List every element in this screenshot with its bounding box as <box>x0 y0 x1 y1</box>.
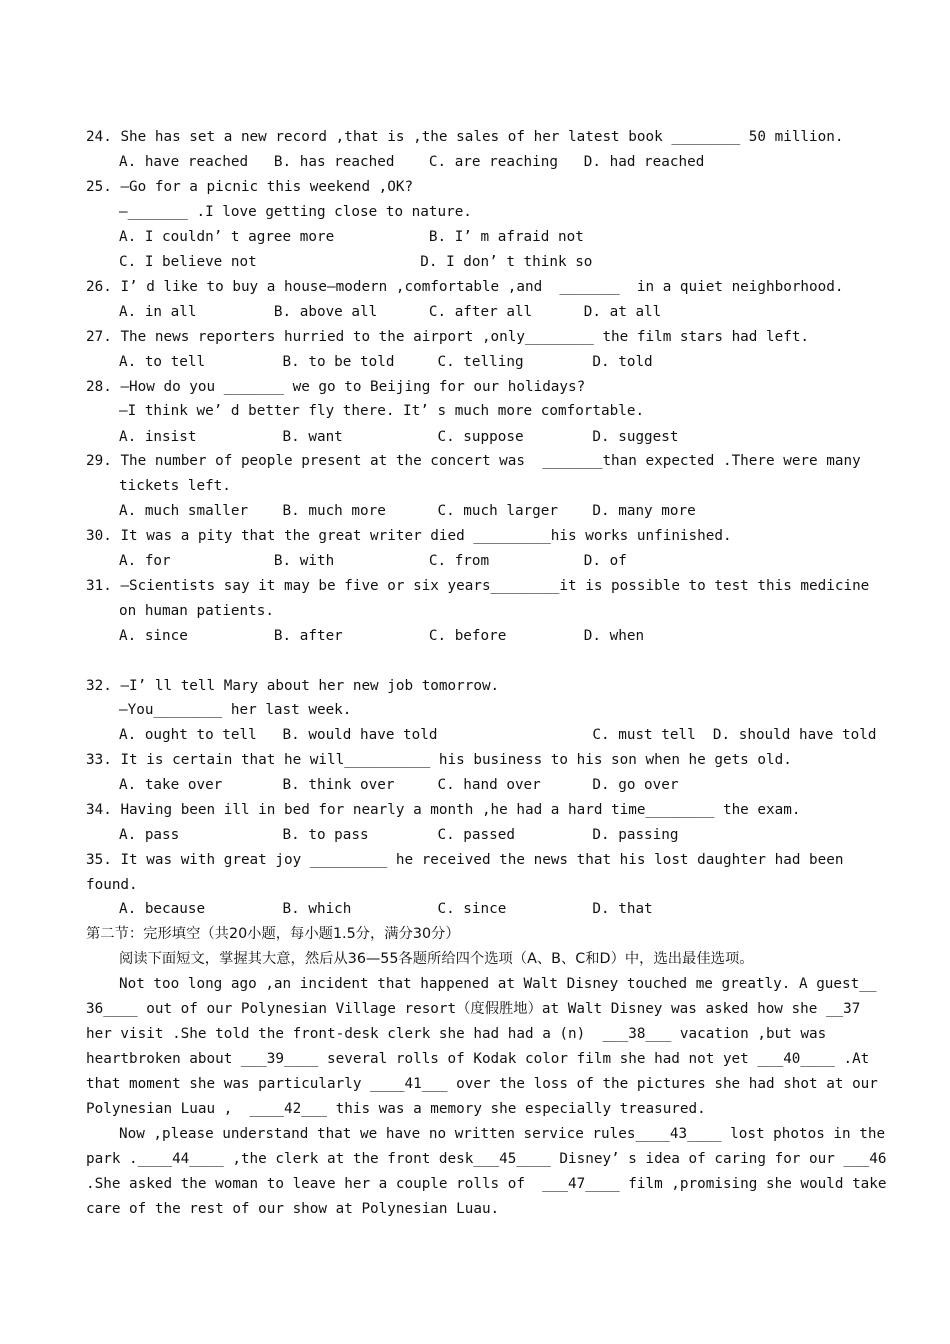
question-34-stem: 34. Having been ill in bed for nearly a month ,he had a hard time________ the exam. <box>86 802 801 818</box>
question-30-stem: 30. It was a pity that the great writer died _________his works unfinished. <box>86 528 732 544</box>
question-32-stem: 32. —I’ ll tell Mary about her new job tomorrow. <box>86 678 500 694</box>
question-28-options: A. insist B. want C. suppose D. suggest <box>119 429 679 445</box>
question-26-options: A. in all B. above all C. after all D. at all <box>119 304 662 320</box>
question-31-stem-line2: on human patients. <box>119 603 274 619</box>
question-29-stem-line2: tickets left. <box>119 478 231 494</box>
question-35-stem-line2: found. <box>86 877 138 893</box>
passage-line: her visit .She told the front-desk clerk she had had a (n) ___38___ vacation ,but was <box>86 1026 827 1042</box>
question-number: 32. <box>86 678 112 694</box>
question-number: 34. <box>86 802 112 818</box>
question-34-options: A. pass B. to pass C. passed D. passing <box>119 827 679 843</box>
question-24-options: A. have reached B. has reached C. are reaching D. had reached <box>119 154 705 170</box>
question-number: 30. <box>86 528 112 544</box>
question-number: 33. <box>86 752 112 768</box>
passage-line: heartbroken about ___39____ several rolls of Kodak color film she had not yet ___40____ .At <box>86 1051 870 1067</box>
question-28-stem: 28. —How do you _______ we go to Beijing for our holidays? <box>86 379 586 395</box>
question-25-stem: 25. —Go for a picnic this weekend ,OK? <box>86 179 414 195</box>
question-30-options: A. for B. with C. from D. of <box>119 553 627 569</box>
passage-line: Polynesian Luau , ____42___ this was a memory she especially treasured. <box>86 1101 706 1117</box>
question-31-stem: 31. —Scientists say it may be five or six years________it is possible to test this medicine <box>86 578 870 594</box>
question-25-options: A. I couldn’ t agree more B. I’ m afraid not <box>119 229 584 245</box>
question-number: 29. <box>86 453 112 469</box>
question-25-options-line2: C. I believe not D. I don’ t think so <box>119 254 593 270</box>
question-27-stem: 27. The news reporters hurried to the airport ,only________ the film stars had left. <box>86 329 810 345</box>
question-31-options: A. since B. after C. before D. when <box>119 628 645 644</box>
question-33-options: A. take over B. think over C. hand over D. go over <box>119 777 679 793</box>
question-29-options: A. much smaller B. much more C. much larger D. many more <box>119 503 696 519</box>
question-number: 24. <box>86 129 112 145</box>
question-28-stem-line2: —I think we’ d better fly there. It’ s much more comfortable. <box>119 403 645 419</box>
question-25-stem-line2: —_______ .I love getting close to nature. <box>119 204 472 220</box>
passage-line: 36____ out of our Polynesian Village resort（度假胜地）at Walt Disney was asked how she __37 <box>86 1001 861 1017</box>
passage-line: .She asked the woman to leave her a couple rolls of ___47____ film ,promising she would take <box>86 1176 887 1192</box>
question-27-options: A. to tell B. to be told C. telling D. told <box>119 354 653 370</box>
passage-line: that moment she was particularly ____41___ over the loss of the pictures she had shot at our <box>86 1076 878 1092</box>
question-number: 25. <box>86 179 112 195</box>
question-number: 31. <box>86 578 112 594</box>
passage-line: park .____44____ ,the clerk at the front desk___45____ Disney’ s idea of caring for our ___46 <box>86 1151 887 1167</box>
question-number: 27. <box>86 329 112 345</box>
passage-line: Not too long ago ,an incident that happened at Walt Disney touched me greatly. A guest__ <box>119 976 877 992</box>
question-number: 35. <box>86 852 112 868</box>
question-33-stem: 33. It is certain that he will__________ his business to his son when he gets old. <box>86 752 792 768</box>
question-24-stem: 24. She has set a new record ,that is ,the sales of her latest book ________ 50 million. <box>86 129 844 145</box>
passage-line: Now ,please understand that we have no written service rules____43____ lost photos in the <box>119 1126 886 1142</box>
section-heading: 第二节：完形填空（共20小题，每小题1.5分，满分30分） <box>86 926 460 942</box>
question-32-options: A. ought to tell B. would have told C. must tell D. should have told <box>119 727 877 743</box>
question-number: 28. <box>86 379 112 395</box>
question-29-stem: 29. The number of people present at the concert was _______than expected .There were many <box>86 453 861 469</box>
question-26-stem: 26. I’ d like to buy a house—modern ,comfortable ,and _______ in a quiet neighborhood. <box>86 279 844 295</box>
question-35-options: A. because B. which C. since D. that <box>119 901 653 917</box>
question-number: 26. <box>86 279 112 295</box>
question-32-stem-line2: —You________ her last week. <box>119 702 352 718</box>
question-35-stem: 35. It was with great joy _________ he received the news that his lost daughter had been <box>86 852 844 868</box>
section-instruction: 阅读下面短文，掌握其大意，然后从36—55各题所给四个选项（A、B、C和D）中，选出最佳选项。 <box>119 951 754 967</box>
passage-line: care of the rest of our show at Polynesian Luau. <box>86 1201 500 1217</box>
